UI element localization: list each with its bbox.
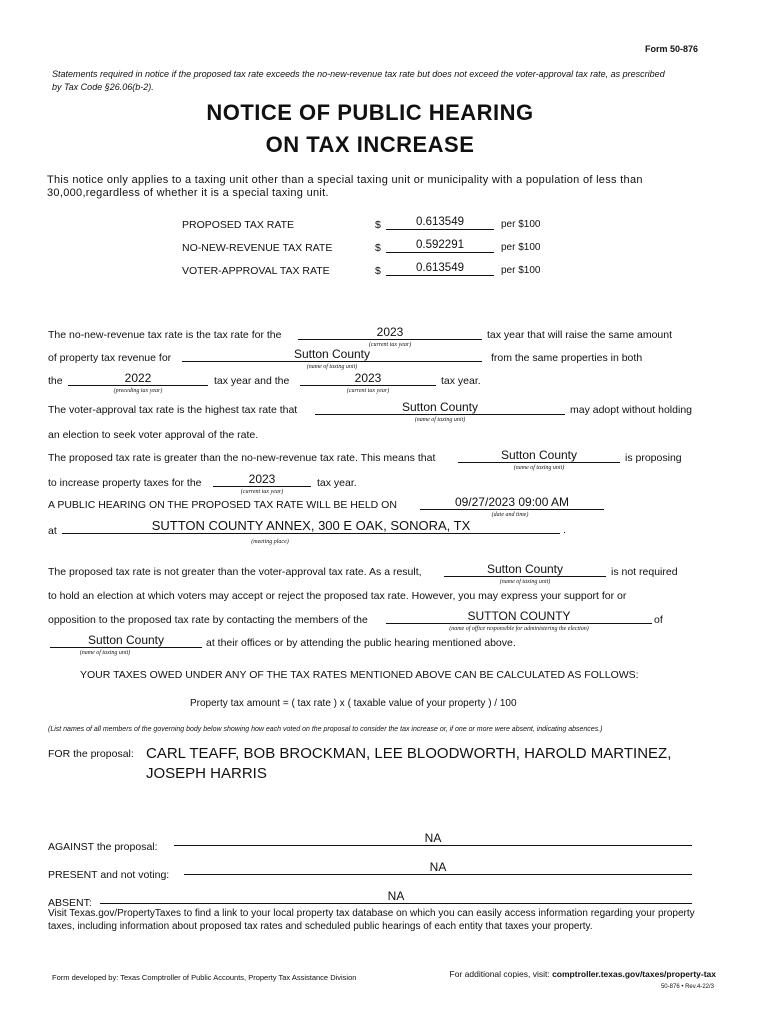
tax-formula: Property tax amount = ( tax rate ) x ( taxable value of your property ) / 100 <box>190 698 517 709</box>
p3-current-year-caption: (current tax year) <box>240 489 284 495</box>
no-new-revenue-rate-label: NO-NEW-REVENUE TAX RATE <box>182 242 333 254</box>
hearing-date-field[interactable]: 09/27/2023 09:00 AM <box>420 495 604 510</box>
p3-taxing-unit-caption: (name of taxing unit) <box>513 465 565 471</box>
absent-label: ABSENT: <box>48 897 92 909</box>
p2-taxing-unit-field[interactable]: Sutton County <box>315 400 565 415</box>
for-names-line1[interactable]: CARL TEAFF, BOB BROCKMAN, LEE BLOODWORTH, HAROLD MARTINEZ, <box>146 745 672 762</box>
p3-current-year-field[interactable]: 2023 <box>213 472 311 487</box>
present-label: PRESENT and not voting: <box>48 869 170 881</box>
no-new-revenue-rate-dollar: $ <box>375 242 381 254</box>
p1-text-1: The no-new-revenue tax rate is the tax rate for the <box>48 329 282 341</box>
p1-text-2: tax year that will raise the same amount <box>487 329 673 341</box>
calc-heading: YOUR TAXES OWED UNDER ANY OF THE TAX RATES MENTIONED ABOVE CAN BE CALCULATED AS FOLLOWS: <box>80 669 639 681</box>
meeting-place-field[interactable]: SUTTON COUNTY ANNEX, 300 E OAK, SONORA, TX <box>62 518 560 534</box>
hearing-period: . <box>563 524 566 536</box>
p1-current-year2-caption: (current tax year) <box>346 388 390 394</box>
voter-approval-rate-dollar: $ <box>375 265 381 277</box>
footer-developer: Form developed by: Texas Comptroller of Public Accounts, Property Tax Assistance Division <box>52 973 357 982</box>
p2-text-2: may adopt without holding <box>570 404 692 416</box>
against-label: AGAINST the proposal: <box>48 841 158 853</box>
p1-preceding-year-caption: (preceding tax year) <box>113 388 163 394</box>
p1-preceding-year-field[interactable]: 2022 <box>68 371 208 386</box>
p4-office-caption: (name of office responsible for administering the election) <box>449 626 589 632</box>
p1-text-7: tax year. <box>441 375 481 387</box>
voter-approval-rate-value[interactable]: 0.613549 <box>386 262 494 276</box>
p2-text-3: an election to seek voter approval of the rate. <box>48 429 259 441</box>
hearing-date-caption: (date and time) <box>491 512 529 518</box>
p4-text-6: at their offices or by attending the public hearing mentioned above. <box>206 637 516 649</box>
p2-text-1: The voter-approval tax rate is the highest tax rate that <box>48 404 298 416</box>
p1-text-4: from the same properties in both <box>491 352 643 364</box>
p1-text-5: the <box>48 375 63 387</box>
voter-approval-rate-per: per $100 <box>501 265 541 276</box>
statutory-statement: Statements required in notice if the proposed tax rate exceeds the no-new-revenue tax rate but does not exceed the voter-approval tax rate, as prescribed by Tax Code §26.06(b-2). <box>52 69 665 92</box>
p3-text-1: The proposed tax rate is greater than the no-new-revenue tax rate. This means that <box>48 452 436 464</box>
p4-text-2: is not required <box>611 566 678 578</box>
p4-office-field[interactable]: SUTTON COUNTY <box>386 609 652 624</box>
form-number: Form 50-876 <box>644 44 698 54</box>
p1-taxing-unit-field[interactable]: Sutton County <box>182 347 482 362</box>
no-new-revenue-rate-per: per $100 <box>501 242 541 253</box>
p3-text-2: is proposing <box>625 452 682 464</box>
hearing-text: A PUBLIC HEARING ON THE PROPOSED TAX RATE WILL BE HELD ON <box>48 499 397 511</box>
p4-text-3: to hold an election at which voters may accept or reject the proposed tax rate. However, you may express your support for or <box>48 590 627 602</box>
footer-copies-link[interactable]: comptroller.texas.gov/taxes/property-tax <box>552 969 716 979</box>
for-names-line2[interactable]: JOSEPH HARRIS <box>146 765 267 782</box>
no-new-revenue-rate-value[interactable]: 0.592291 <box>386 239 494 253</box>
voter-approval-rate-label: VOTER-APPROVAL TAX RATE <box>182 265 330 277</box>
for-label: FOR the proposal: <box>48 748 134 760</box>
footer-copies-prefix: For additional copies, visit: <box>449 969 550 979</box>
intro-notice: This notice only applies to a taxing unit other than a special taxing unit or municipality with a population of less than 30,000,regardless of whether it is a special taxing unit. <box>47 174 643 200</box>
proposed-rate-dollar: $ <box>375 219 381 231</box>
against-field[interactable]: NA <box>174 831 692 846</box>
p1-current-year2-field[interactable]: 2023 <box>300 371 436 386</box>
members-instruction: (List names of all members of the governing body below showing how each voted on the proposal to consider the tax increase or, if one or more were absent, indicating absences.) <box>48 726 603 733</box>
p4-text-4: opposition to the proposed tax rate by contacting the members of the <box>48 614 368 626</box>
proposed-rate-per: per $100 <box>501 219 541 230</box>
form-revision: 50-876 • Rev.4-22/3 <box>660 984 714 990</box>
meeting-place-caption: (meeting place) <box>251 539 289 545</box>
proposed-rate-value[interactable]: 0.613549 <box>386 216 494 230</box>
p1-text-3: of property tax revenue for <box>48 352 172 364</box>
p4-taxing-unit-field[interactable]: Sutton County <box>444 562 606 577</box>
p4-taxing-unit2-field[interactable]: Sutton County <box>50 633 202 648</box>
p4-text-5: of <box>654 614 663 626</box>
p3-text-4: tax year. <box>317 477 357 489</box>
p4-text-1: The proposed tax rate is not greater than the voter-approval tax rate. As a result, <box>48 566 422 578</box>
present-field[interactable]: NA <box>184 860 692 875</box>
page-title-line1: NOTICE OF PUBLIC HEARING <box>206 100 534 125</box>
proposed-rate-label: PROPOSED TAX RATE <box>182 219 295 231</box>
p2-taxing-unit-caption: (name of taxing unit) <box>414 417 466 423</box>
p3-taxing-unit-field[interactable]: Sutton County <box>458 448 620 463</box>
absent-field[interactable]: NA <box>100 889 692 904</box>
p1-current-year-caption: (current tax year) <box>368 342 412 348</box>
visit-info: Visit Texas.gov/PropertyTaxes to find a link to your local property tax database on which you can easily access information regarding your property taxes, including information about proposed tax rates and scheduled public hearings of each entity that taxes your property. <box>48 908 695 932</box>
page-title-line2: ON TAX INCREASE <box>265 132 475 157</box>
p1-text-6: tax year and the <box>214 375 290 387</box>
hearing-at: at <box>48 525 57 537</box>
p4-taxing-unit2-caption: (name of taxing unit) <box>79 650 131 656</box>
p4-taxing-unit-caption: (name of taxing unit) <box>499 579 551 585</box>
p3-text-3: to increase property taxes for the <box>48 477 202 489</box>
p1-taxing-unit-caption: (name of taxing unit) <box>306 364 358 370</box>
p1-current-year-field[interactable]: 2023 <box>298 325 482 340</box>
footer-copies <box>450 969 716 979</box>
